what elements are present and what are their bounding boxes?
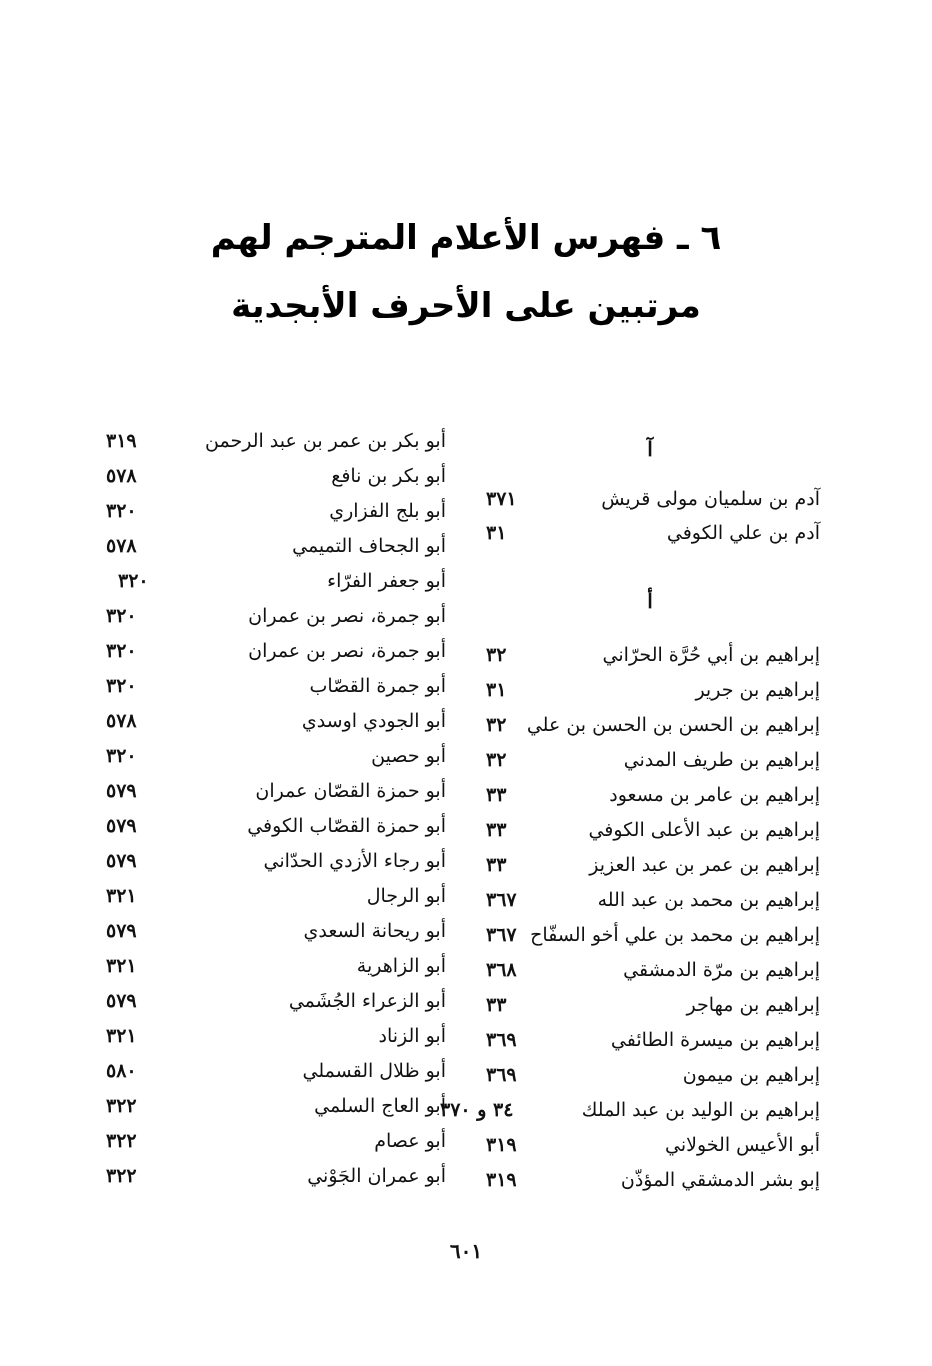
- index-entry: [96, 1054, 446, 1088]
- entry-name: أبو حمزة القصّان عمران: [255, 780, 446, 802]
- index-entry: [96, 704, 446, 738]
- entry-name: إبراهيم بن جرير: [695, 679, 820, 701]
- entry-page: ٣١: [486, 679, 507, 701]
- entry-name: أبو حمزة القصّاب الكوفي: [247, 815, 446, 837]
- entry-page: ٣٢٠: [106, 605, 137, 627]
- entry-name: أبو ريحانة السعدي: [303, 920, 446, 942]
- entry-page: ٣٣: [486, 784, 507, 806]
- entry-page: ٣٦٨: [486, 959, 517, 981]
- entry-page: ٣٦٩: [486, 1064, 517, 1086]
- index-entry: [440, 988, 820, 1022]
- index-entry: [96, 914, 446, 948]
- entry-name: أبو بكر بن نافع: [331, 465, 446, 487]
- index-entry: [440, 708, 820, 742]
- entry-page: ٣٦٧: [486, 889, 517, 911]
- entry-page: ٣٢٢: [106, 1165, 137, 1187]
- entry-name: إبراهيم بن محمد بن علي أخو السفّاح: [530, 924, 820, 946]
- entry-page: ٥٧٩: [106, 990, 137, 1012]
- entry-name: أبو الجحاف التميمي: [292, 535, 446, 557]
- entry-name: آدم بن سلميان مولى قريش: [601, 488, 820, 510]
- entry-name: أبو جمرة القصّاب: [309, 675, 446, 697]
- index-entry: [440, 516, 820, 550]
- entry-name: أبو الرجال: [366, 885, 446, 907]
- index-entry: [440, 1128, 820, 1162]
- entry-page: ٣٢٠: [106, 640, 137, 662]
- entry-page: ٥٧٩: [106, 850, 137, 872]
- index-entry: [440, 482, 820, 516]
- index-entry: [440, 1058, 820, 1092]
- entry-name: أبو العاج السلمي: [314, 1095, 446, 1117]
- title-line-1: ٦ ـ فهرس الأعلام المترجم لهم: [210, 218, 722, 258]
- index-entry: [96, 739, 446, 773]
- entry-page: ٣٧١: [486, 488, 517, 510]
- entry-page: ٣٢٠: [118, 570, 149, 592]
- entry-name: إبراهيم بن طريف المدني: [623, 749, 820, 771]
- index-entry: [440, 1093, 820, 1127]
- entry-name: إبراهيم بن عمر بن عبد العزيز: [589, 854, 820, 876]
- entry-name: أبو ظلال القسملي: [302, 1060, 446, 1082]
- index-entry: [440, 1023, 820, 1057]
- index-entry: [440, 848, 820, 882]
- index-entry: [440, 778, 820, 812]
- index-entry: [440, 883, 820, 917]
- entry-page: ٣٢١: [106, 1025, 137, 1047]
- entry-page: ٥٧٩: [106, 920, 137, 942]
- index-entry: [440, 673, 820, 707]
- index-entry: [96, 984, 446, 1018]
- entry-page: ٣١٩: [486, 1134, 517, 1156]
- entry-name: إبراهيم بن عبد الأعلى الكوفي: [588, 819, 820, 841]
- index-entry: [96, 949, 446, 983]
- index-entry: [96, 809, 446, 843]
- entry-name: أبو بكر بن عمر بن عبد الرحمن: [205, 430, 446, 452]
- entry-name: إبراهيم بن ميسرة الطائفي: [610, 1029, 820, 1051]
- entry-page: ٥٧٨: [106, 535, 137, 557]
- index-entry: [96, 1124, 446, 1158]
- letter-heading: آ: [647, 437, 653, 461]
- index-entry: [96, 1089, 446, 1123]
- entry-name: أبو حصين: [371, 745, 446, 767]
- entry-page: ٣٢٠: [106, 500, 137, 522]
- entry-page: ٣٣: [486, 819, 507, 841]
- index-entry: [96, 459, 446, 493]
- entry-name: أبو الجودي اوسدي: [301, 710, 446, 732]
- entry-page: ٥٧٨: [106, 465, 137, 487]
- entry-page: ٣٣: [486, 854, 507, 876]
- entry-page: ٥٧٩: [106, 780, 137, 802]
- index-entry: [96, 844, 446, 878]
- entry-name: إبو بشر الدمشقي المؤذّن: [620, 1169, 820, 1191]
- index-entry: [96, 529, 446, 563]
- entry-name: أبو جمرة، نصر بن عمران: [248, 640, 446, 662]
- entry-page: ٣١٩: [486, 1169, 517, 1191]
- entry-name: آدم بن علي الكوفي: [666, 522, 820, 544]
- entry-page: ٥٧٨: [106, 710, 137, 732]
- index-entry: [440, 953, 820, 987]
- entry-name: أبو رجاء الأزدي الحدّاني: [263, 850, 446, 872]
- entry-page: ٣٦٩: [486, 1029, 517, 1051]
- index-entry: [96, 564, 446, 598]
- entry-name: أبو الزعراء الجُشَمي: [288, 990, 446, 1012]
- index-entry: [96, 634, 446, 668]
- index-entry: [96, 1159, 446, 1193]
- entry-page: ٣٢٢: [106, 1130, 137, 1152]
- entry-page: ٣٢: [486, 644, 507, 666]
- index-entry: [96, 599, 446, 633]
- index-entry: [96, 1019, 446, 1053]
- entry-name: أبو جمرة، نصر بن عمران: [248, 605, 446, 627]
- entry-name: أبو عصام: [374, 1130, 446, 1152]
- entry-page: ٣٣: [486, 994, 507, 1016]
- entry-name: إبراهيم بن مرّة الدمشقي: [623, 959, 820, 981]
- index-entry: [96, 774, 446, 808]
- entry-name: إبراهيم بن الوليد بن عبد الملك: [581, 1099, 820, 1121]
- entry-name: إبراهيم بن الحسن بن الحسن بن علي: [526, 714, 820, 736]
- entry-name: إبراهيم بن محمد بن عبد الله: [597, 889, 820, 911]
- letter-heading: أ: [647, 589, 653, 613]
- page-number: ٦٠١: [449, 1239, 483, 1263]
- entry-name: أبو بلج الفزاري: [329, 500, 446, 522]
- entry-page: ٣٢١: [106, 885, 137, 907]
- right-index-column: [440, 0, 820, 1240]
- index-entry: [440, 918, 820, 952]
- entry-name: أبو الأعيس الخولاني: [665, 1134, 820, 1156]
- index-entry: [96, 494, 446, 528]
- index-entry: [96, 669, 446, 703]
- entry-name: أبو الزناد: [378, 1025, 446, 1047]
- entry-name: إبراهيم بن عامر بن مسعود: [609, 784, 820, 806]
- entry-page: ٣٢٠: [106, 745, 137, 767]
- index-entry: [440, 1163, 820, 1197]
- entry-page: ٣٢٢: [106, 1095, 137, 1117]
- entry-page: ٣٤ و ٣٧٠: [440, 1099, 514, 1121]
- entry-name: أبو جعفر الفرّاء: [327, 570, 446, 592]
- entry-page: ٣١: [486, 522, 507, 544]
- index-entry: [96, 879, 446, 913]
- index-entry: [440, 638, 820, 672]
- entry-page: ٥٨٠: [106, 1060, 137, 1082]
- index-entry: [440, 743, 820, 777]
- entry-page: ٣٢: [486, 714, 507, 736]
- title-line-2: مرتبين على الأحرف الأبجدية: [231, 286, 701, 326]
- entry-name: إبراهيم بن أبي حُرَّة الحرّاني: [602, 644, 820, 666]
- left-index-column: [96, 0, 446, 1240]
- entry-name: إبراهيم بن ميمون: [682, 1064, 820, 1086]
- entry-name: أبو عمران الجَوْني: [307, 1165, 446, 1187]
- entry-name: إبراهيم بن مهاجر: [686, 994, 820, 1016]
- entry-page: ٣٢١: [106, 955, 137, 977]
- index-entry: [440, 813, 820, 847]
- entry-page: ٣٦٧: [486, 924, 517, 946]
- index-entry: [96, 424, 446, 458]
- entry-page: ٣١٩: [106, 430, 137, 452]
- entry-name: أبو الزاهرية: [356, 955, 446, 977]
- entry-page: ٥٧٩: [106, 815, 137, 837]
- entry-page: ٣٢: [486, 749, 507, 771]
- entry-page: ٣٢٠: [106, 675, 137, 697]
